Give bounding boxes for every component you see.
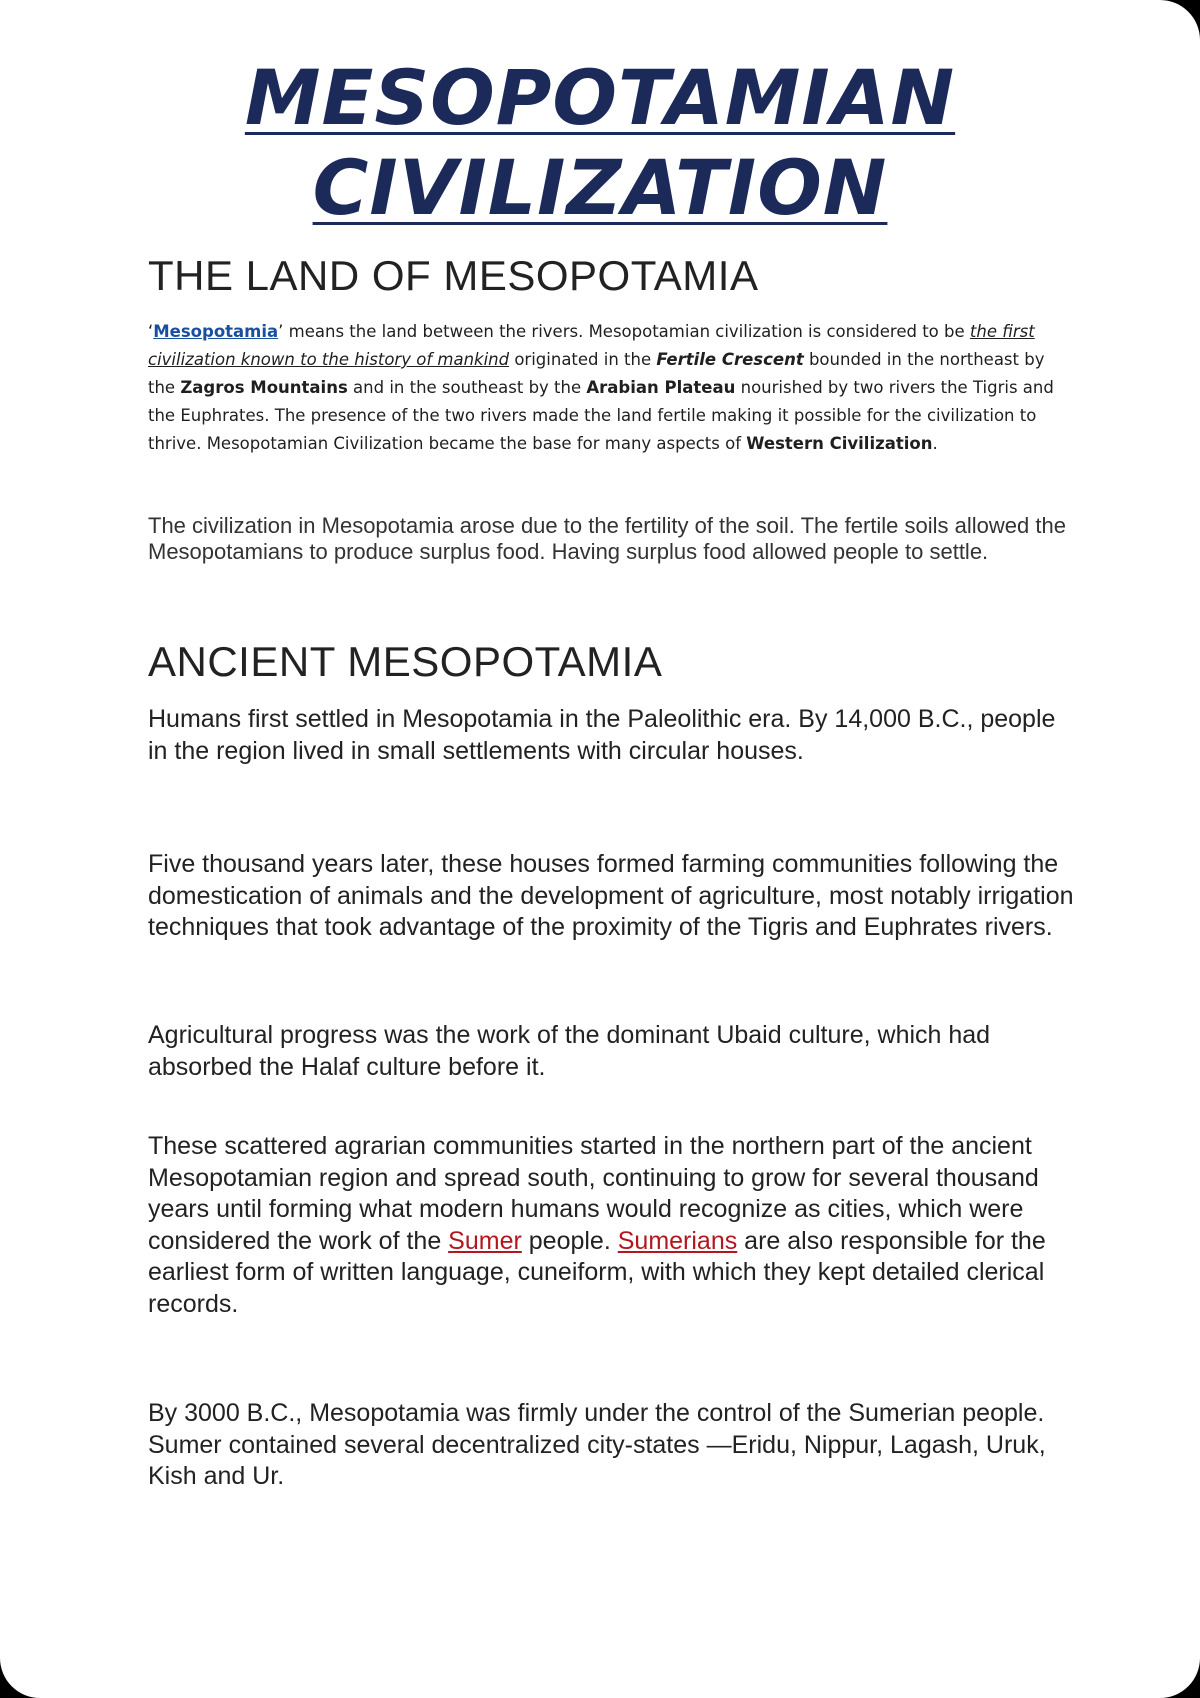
paragraph-meaning bbox=[148, 318, 1068, 458]
text-segment: people. bbox=[521, 1226, 618, 1255]
bold-arabian-plateau: Arabian Plateau bbox=[586, 378, 736, 397]
bold-zagros: Zagros Mountains bbox=[180, 378, 348, 397]
section-heading-ancient: ANCIENT MESOPOTAMIA bbox=[148, 638, 663, 685]
document-title-line1: MESOPOTAMIAN bbox=[244, 53, 956, 142]
text-segment: and in the southeast by the bbox=[347, 378, 587, 397]
corner-bottom-left bbox=[0, 1658, 40, 1698]
paragraph-fertility: The civilization in Mesopotamia arose due to the fertility of the soil. The fertile soils allowed the Mesopotamians to produce surplus food. Having surplus food allowed people to settle. bbox=[148, 513, 1066, 564]
quote-open: ‘ bbox=[148, 322, 154, 341]
corner-top-right bbox=[1160, 0, 1200, 40]
text-segment: originated in the bbox=[509, 350, 657, 369]
bold-western-civilization: Western Civilization bbox=[746, 434, 933, 453]
text-segment: means the land between the rivers. Mesopotamian civilization is considered to be bbox=[283, 322, 970, 341]
corner-top-left bbox=[0, 0, 40, 40]
paragraph-farming: Five thousand years later, these houses formed farming communities following the domestication of animals and the development of agriculture, most notably irrigation techniques that took advantage of the proximity of the Tigris and Euphrates rivers. bbox=[148, 850, 1074, 941]
paragraph-city-states: By 3000 B.C., Mesopotamia was firmly under the control of the Sumerian people. Sumer contained several decentralized city-states —Eridu, Nippur, Lagash, Uruk, Kish and Ur. bbox=[148, 1399, 1046, 1490]
mesopotamia-link[interactable]: Mesopotamia bbox=[153, 322, 279, 341]
emphasis-first-civilization: the first civilization known to the history of mankind bbox=[148, 322, 1035, 369]
paragraph-sumer bbox=[148, 1131, 1078, 1320]
sumerians-link[interactable]: Sumerians bbox=[617, 1226, 738, 1255]
text-segment: nourished by two rivers the Tigris and the Euphrates. The presence of the two rivers made the land fertile making it possible for the civilization to thrive. Mesopotamian Civilization became the base for many aspects of bbox=[148, 378, 1054, 453]
section-heading-land: THE LAND OF MESOPOTAMIA bbox=[148, 252, 759, 299]
paragraph-ubaid: Agricultural progress was the work of the dominant Ubaid culture, which had absorbed the Halaf culture before it. bbox=[148, 1021, 991, 1081]
text-segment: . bbox=[932, 434, 938, 453]
text-segment: are also responsible for the earliest form of written language, cuneiform, with which they kept detailed clerical records. bbox=[148, 1226, 1046, 1318]
quote-close: ’ bbox=[278, 322, 284, 341]
sumer-link[interactable]: Sumer bbox=[448, 1226, 522, 1255]
paragraph-paleolithic: Humans first settled in Mesopotamia in the Paleolithic era. By 14,000 B.C., people in the region lived in small settlements with circular houses. bbox=[148, 705, 1056, 765]
text-segment: bounded in the northeast by the bbox=[148, 350, 1045, 397]
emphasis-fertile-crescent: Fertile Crescent bbox=[656, 350, 804, 369]
document-title-line2: CIVILIZATION bbox=[312, 143, 888, 232]
corner-bottom-right bbox=[1160, 1658, 1200, 1698]
text-segment: These scattered agrarian communities started in the northern part of the ancient Mesopotamian region and spread south, continuing to grow for several thousand years until forming what modern humans would recognize as cities, which were considered the work of the bbox=[148, 1132, 1039, 1255]
